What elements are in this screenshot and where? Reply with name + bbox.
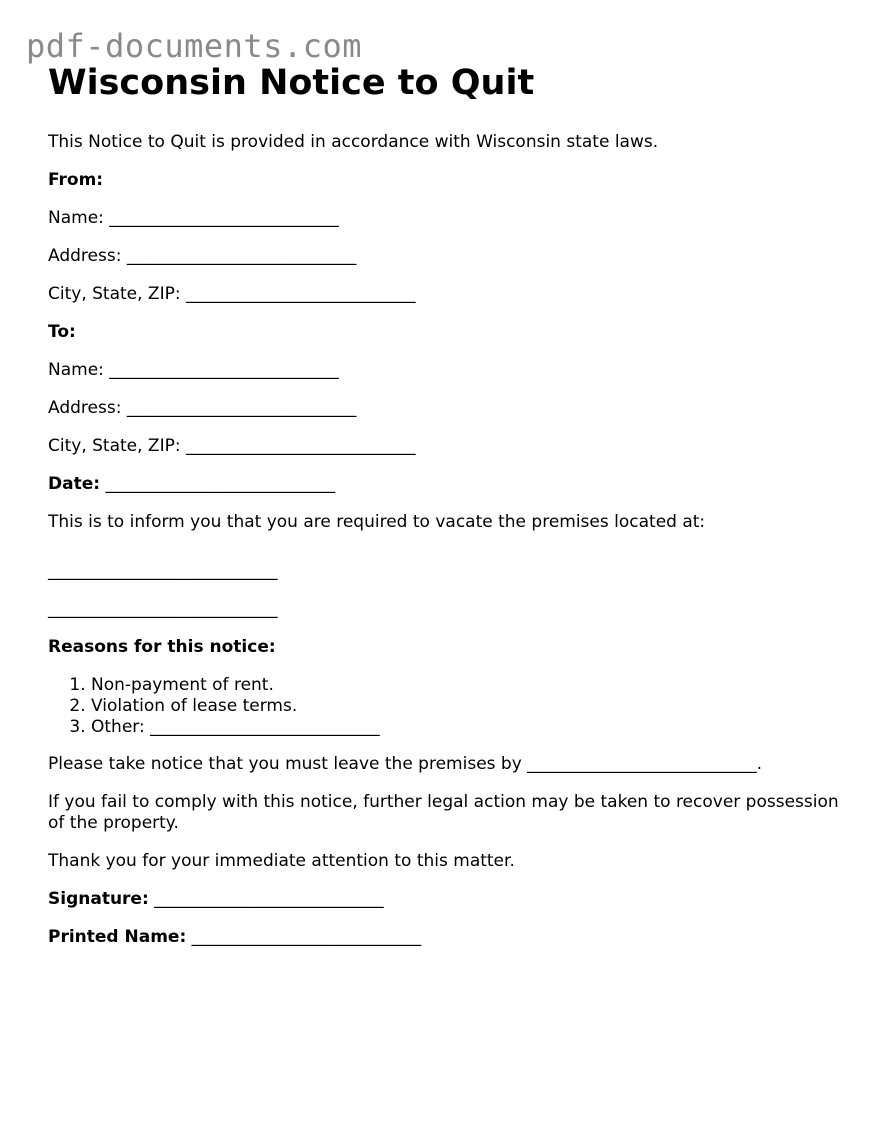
date-blank[interactable]: ___________________________ — [105, 474, 335, 494]
reason-other-label: Other: — [91, 717, 145, 737]
printed-name-label: Printed Name: — [48, 927, 187, 947]
reason-other-blank[interactable]: ___________________________ — [150, 717, 380, 737]
to-city-blank[interactable]: ___________________________ — [185, 436, 416, 456]
from-heading: From: — [48, 170, 104, 190]
leave-text — [48, 754, 848, 775]
from-city-label: City, State, ZIP: — [48, 284, 181, 304]
from-address-label: Address: — [48, 246, 122, 266]
from-name-field[interactable] — [48, 208, 848, 229]
document-title: Wisconsin Notice to Quit — [48, 63, 535, 103]
leave-period: . — [756, 754, 763, 774]
date-field[interactable] — [48, 474, 848, 495]
date-label: Date: — [48, 474, 101, 494]
premises-blank-1[interactable]: ___________________________ — [48, 561, 278, 581]
watermark: pdf-documents.com — [26, 27, 363, 65]
to-heading: To: — [48, 322, 76, 342]
premises-line-2[interactable] — [48, 599, 848, 620]
leave-text-label: Please take notice that you must leave the premises by — [48, 754, 522, 774]
from-city-blank[interactable]: ___________________________ — [185, 284, 416, 304]
reasons-list — [48, 675, 848, 738]
vacate-text: This is to inform you that you are required to vacate the premises located at: — [48, 512, 706, 532]
reason-item: 1. Non-payment of rent. — [91, 675, 848, 696]
premises-blank-2[interactable]: ___________________________ — [48, 599, 278, 619]
thanks-text: Thank you for your immediate attention to this matter. — [48, 851, 515, 871]
signature-field[interactable] — [48, 889, 848, 910]
reasons-heading: Reasons for this notice: — [48, 637, 276, 657]
to-address-blank[interactable]: ___________________________ — [126, 398, 357, 418]
signature-blank[interactable]: ___________________________ — [154, 889, 384, 909]
leave-date-blank[interactable]: ___________________________ — [527, 754, 757, 774]
to-city-label: City, State, ZIP: — [48, 436, 181, 456]
from-name-label: Name: — [48, 208, 104, 228]
reason-item: 2. Violation of lease terms. — [91, 696, 848, 717]
printed-name-blank[interactable]: ___________________________ — [191, 927, 422, 947]
to-name-field[interactable] — [48, 360, 848, 381]
notice-document — [48, 60, 848, 965]
from-city-field[interactable] — [48, 284, 848, 305]
signature-label: Signature: — [48, 889, 149, 909]
from-address-blank[interactable]: ___________________________ — [126, 246, 357, 266]
to-name-label: Name: — [48, 360, 104, 380]
to-name-blank[interactable]: ___________________________ — [109, 360, 339, 380]
from-name-blank[interactable]: ___________________________ — [109, 208, 339, 228]
legal-action-text: If you fail to comply with this notice, further legal action may be taken to recover possession of the property. — [48, 792, 839, 833]
from-address-field[interactable] — [48, 246, 848, 267]
intro-text: This Notice to Quit is provided in accordance with Wisconsin state laws. — [48, 132, 659, 152]
printed-name-field[interactable] — [48, 927, 848, 948]
to-address-field[interactable] — [48, 398, 848, 419]
to-address-label: Address: — [48, 398, 122, 418]
to-city-field[interactable] — [48, 436, 848, 457]
reason-item-other[interactable] — [91, 717, 848, 738]
premises-line-1[interactable] — [48, 561, 848, 582]
